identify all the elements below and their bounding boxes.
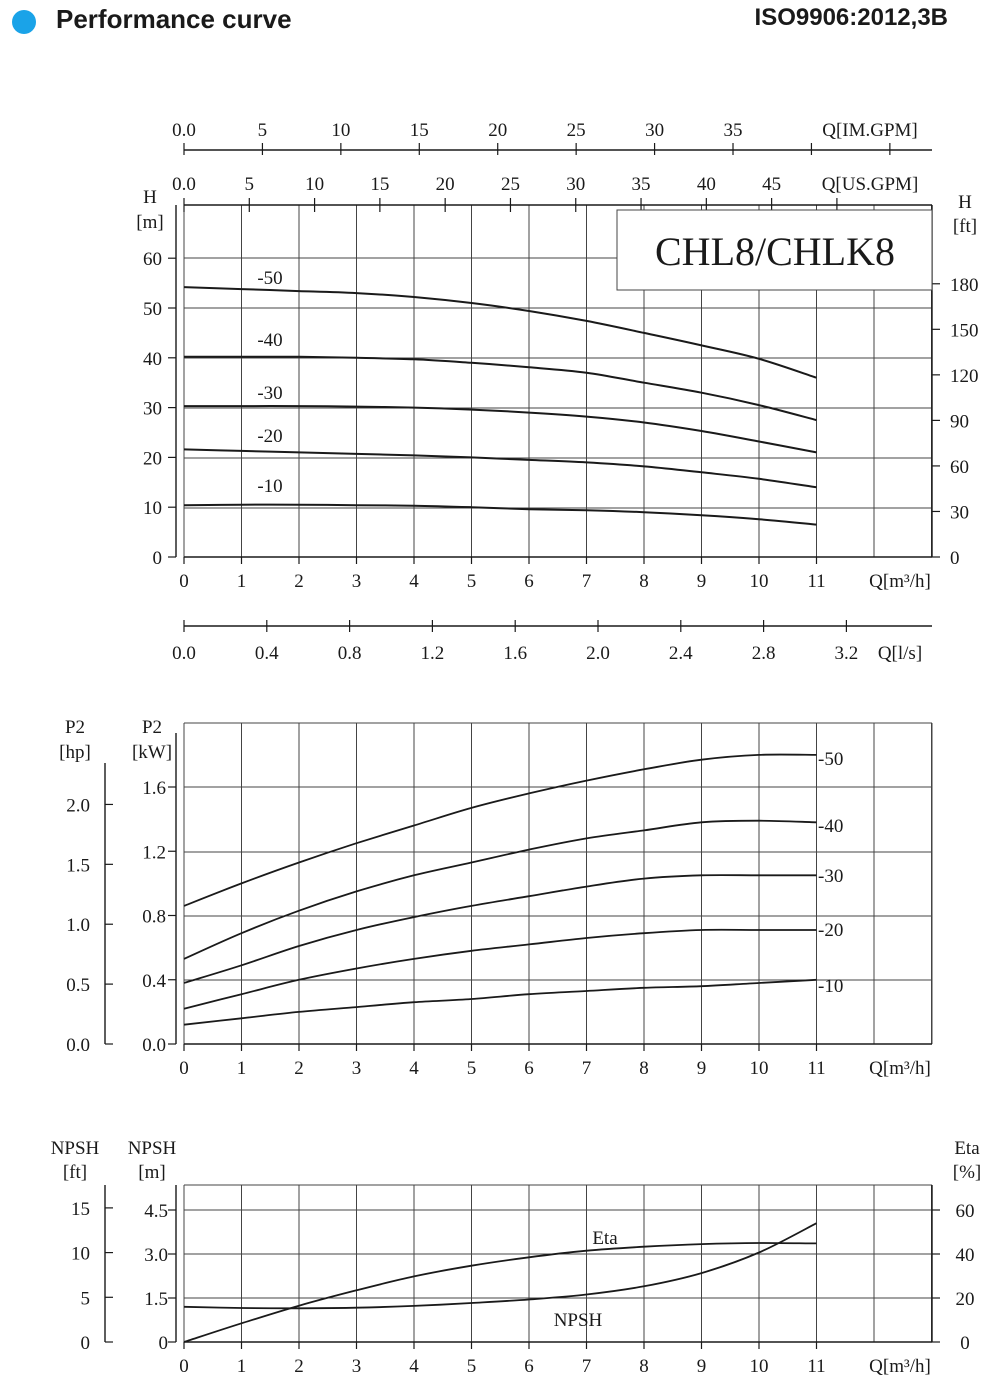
npsh-curve <box>184 1223 817 1308</box>
hq-x-tick-label: 0 <box>179 571 189 592</box>
p2-curve-label: -30 <box>818 866 844 887</box>
hq-y2-tick-label: 30 <box>950 502 969 524</box>
p2-x-tick-label: 0 <box>179 1058 189 1079</box>
im-gpm-tick-label: 30 <box>645 120 665 141</box>
np-x-tick-label: 7 <box>581 1356 592 1377</box>
us-gpm-tick-label: 45 <box>762 174 782 195</box>
np-eta-tick-label: 60 <box>955 1201 975 1222</box>
np-m-tick-label: 0 <box>158 1333 168 1354</box>
p2-hp-tick-label: 1.5 <box>66 855 90 877</box>
hq-y2-tick-label: 90 <box>950 411 969 433</box>
ls-tick-label: 3.2 <box>834 643 859 664</box>
np-ft-axis-label: NPSH <box>50 1138 100 1159</box>
p2-x-tick-label: 9 <box>696 1058 707 1079</box>
hq-y-tick-label: 30 <box>143 398 162 420</box>
eta-curve <box>184 1243 817 1342</box>
np-ft-tick-label: 5 <box>80 1288 90 1310</box>
np-x-tick-label: 2 <box>294 1356 304 1377</box>
im-gpm-tick-label: 10 <box>331 120 351 141</box>
p2-x-axis-label: Q[m³/h] <box>869 1058 931 1079</box>
p2-kw-axis-unit: [kW] <box>131 742 173 763</box>
ls-tick-label: 1.2 <box>420 643 445 664</box>
us-gpm-tick-label: 20 <box>435 174 455 195</box>
im-gpm-tick-label: 20 <box>488 120 508 141</box>
p2-kw-axis-label: P2 <box>141 717 163 738</box>
im-gpm-tick-label: 35 <box>723 120 743 141</box>
hq-y-axis-label: H <box>143 187 157 208</box>
p2-curve-label: -50 <box>818 749 844 770</box>
hq-curve-label: -30 <box>257 383 283 404</box>
p2-curve-m40 <box>184 821 817 959</box>
p2-kw-tick-label: 1.6 <box>142 778 166 799</box>
p2-curve-m50 <box>184 755 817 906</box>
hq-y-tick-label: 50 <box>143 299 162 320</box>
p2-hp-tick-label: 0.0 <box>66 1035 90 1056</box>
np-m-axis-label: NPSH <box>127 1138 177 1159</box>
hq-x-tick-label: 6 <box>524 571 534 592</box>
hq-x-axis-label: Q[m³/h] <box>869 571 931 592</box>
np-ft-tick-label: 15 <box>71 1198 90 1220</box>
model-label: CHL8/CHLK8 <box>655 229 895 274</box>
np-x-tick-label: 8 <box>639 1356 649 1377</box>
p2-x-tick-label: 1 <box>236 1058 247 1079</box>
np-eta-tick-label: 20 <box>955 1289 975 1310</box>
eta-curve-label: Eta <box>592 1228 618 1249</box>
p2-curve-label: -10 <box>818 976 844 997</box>
p2-kw-tick-label: 0.4 <box>142 970 166 992</box>
p2-x-tick-label: 8 <box>639 1058 649 1079</box>
hq-y-axis-unit: [m] <box>136 212 164 233</box>
p2-x-tick-label: 7 <box>581 1058 592 1079</box>
p2-hp-axis-unit: [hp] <box>59 742 91 763</box>
np-m-tick-label: 3.0 <box>144 1245 168 1266</box>
np-ft-axis-unit: [ft] <box>62 1162 88 1183</box>
np-ft-tick-label: 10 <box>71 1243 90 1265</box>
standard-label: ISO9906:2012,3B <box>754 4 948 31</box>
hq-y2-tick-label: 120 <box>950 365 979 387</box>
ls-tick-label: 0.8 <box>337 643 362 664</box>
hq-y-tick-label: 20 <box>143 448 162 470</box>
npsh-curve-label: NPSH <box>553 1310 603 1331</box>
np-x-tick-label: 3 <box>351 1356 362 1377</box>
p2-x-tick-label: 11 <box>807 1058 826 1079</box>
p2-kw-tick-label: 0.8 <box>142 906 166 928</box>
us-gpm-tick-label: 5 <box>244 174 255 195</box>
hq-x-tick-label: 8 <box>639 571 649 592</box>
hq-x-tick-label: 10 <box>749 571 769 592</box>
hq-x-tick-label: 11 <box>807 571 826 592</box>
p2-curve-m10 <box>184 980 817 1025</box>
hq-curve-label: -40 <box>257 330 283 351</box>
hq-curve-label: -50 <box>257 268 283 289</box>
hq-y-tick-label: 10 <box>143 498 162 520</box>
np-x-tick-label: 6 <box>524 1356 534 1377</box>
p2-x-tick-label: 4 <box>409 1058 419 1079</box>
ls-tick-label: 2.4 <box>668 643 693 664</box>
hq-x-tick-label: 4 <box>409 571 419 592</box>
hq-x-tick-label: 7 <box>581 571 592 592</box>
hq-x-tick-label: 3 <box>351 571 362 592</box>
us-gpm-tick-label: 35 <box>631 174 651 195</box>
np-m-tick-label: 1.5 <box>144 1289 168 1310</box>
np-x-axis-label: Q[m³/h] <box>869 1356 931 1377</box>
np-x-tick-label: 11 <box>807 1356 826 1377</box>
us-gpm-tick-label: 10 <box>305 174 325 195</box>
us-gpm-tick-label: 30 <box>566 174 586 195</box>
us-gpm-tick-label: 40 <box>696 174 716 195</box>
im-gpm-axis-label: Q[IM.GPM] <box>822 120 918 141</box>
hq-curve-label: -20 <box>257 426 283 447</box>
hq-x-tick-label: 1 <box>236 571 247 592</box>
hq-y2-tick-label: 180 <box>950 274 979 296</box>
ls-tick-label: 0.0 <box>172 643 196 664</box>
p2-hp-axis-label: P2 <box>64 717 86 738</box>
im-gpm-tick-label: 25 <box>566 120 586 141</box>
np-eta-tick-label: 40 <box>955 1245 975 1266</box>
np-x-tick-label: 10 <box>749 1356 769 1377</box>
p2-kw-tick-label: 0.0 <box>142 1035 166 1056</box>
p2-kw-tick-label: 1.2 <box>142 842 166 864</box>
hq-y-tick-label: 60 <box>143 249 162 271</box>
np-eta-axis-unit: [%] <box>952 1162 982 1183</box>
p2-x-tick-label: 10 <box>749 1058 769 1079</box>
us-gpm-axis-label: Q[US.GPM] <box>821 174 919 195</box>
np-x-tick-label: 4 <box>409 1356 419 1377</box>
us-gpm-tick-label: 25 <box>500 174 520 195</box>
ls-tick-label: 0.4 <box>254 643 279 664</box>
p2-x-tick-label: 5 <box>466 1058 477 1079</box>
hq-y-tick-label: 40 <box>143 348 162 370</box>
np-x-tick-label: 9 <box>696 1356 707 1377</box>
p2-hp-tick-label: 0.5 <box>66 975 90 997</box>
ls-tick-label: 1.6 <box>503 643 528 664</box>
p2-x-tick-label: 2 <box>294 1058 304 1079</box>
p2-x-tick-label: 3 <box>351 1058 362 1079</box>
p2-hp-tick-label: 1.0 <box>66 915 90 937</box>
hq-y2-tick-label: 60 <box>950 456 969 478</box>
np-x-tick-label: 1 <box>236 1356 247 1377</box>
np-ft-tick-label: 0 <box>80 1333 90 1354</box>
hq-y2-tick-label: 0 <box>950 548 960 569</box>
p2-x-tick-label: 6 <box>524 1058 534 1079</box>
hq-y2-axis-label: H <box>958 192 972 213</box>
np-eta-axis-label: Eta <box>954 1138 980 1159</box>
ls-axis-label: Q[l/s] <box>877 643 923 664</box>
np-eta-tick-label: 0 <box>960 1333 970 1354</box>
page-title: Performance curve <box>56 4 292 34</box>
np-m-axis-unit: [m] <box>138 1162 166 1183</box>
im-gpm-tick-label: 5 <box>257 120 268 141</box>
im-gpm-tick-label: 0.0 <box>172 120 196 141</box>
hq-y-tick-label: 0 <box>152 548 162 569</box>
us-gpm-tick-label: 15 <box>370 174 390 195</box>
hq-curve-label: -10 <box>257 476 283 497</box>
hq-x-tick-label: 5 <box>466 571 477 592</box>
ls-tick-label: 2.0 <box>586 643 610 664</box>
np-x-tick-label: 0 <box>179 1356 189 1377</box>
us-gpm-tick-label: 0.0 <box>172 174 196 195</box>
p2-curve-label: -20 <box>818 920 844 941</box>
p2-curve-label: -40 <box>818 816 844 837</box>
hq-x-tick-label: 2 <box>294 571 304 592</box>
ls-tick-label: 2.8 <box>751 643 776 664</box>
np-x-tick-label: 5 <box>466 1356 477 1377</box>
im-gpm-tick-label: 15 <box>409 120 429 141</box>
np-m-tick-label: 4.5 <box>144 1201 168 1222</box>
hq-x-tick-label: 9 <box>696 571 707 592</box>
hq-y2-tick-label: 150 <box>950 320 979 342</box>
hq-y2-axis-unit: [ft] <box>952 216 978 237</box>
p2-hp-tick-label: 2.0 <box>66 795 90 817</box>
